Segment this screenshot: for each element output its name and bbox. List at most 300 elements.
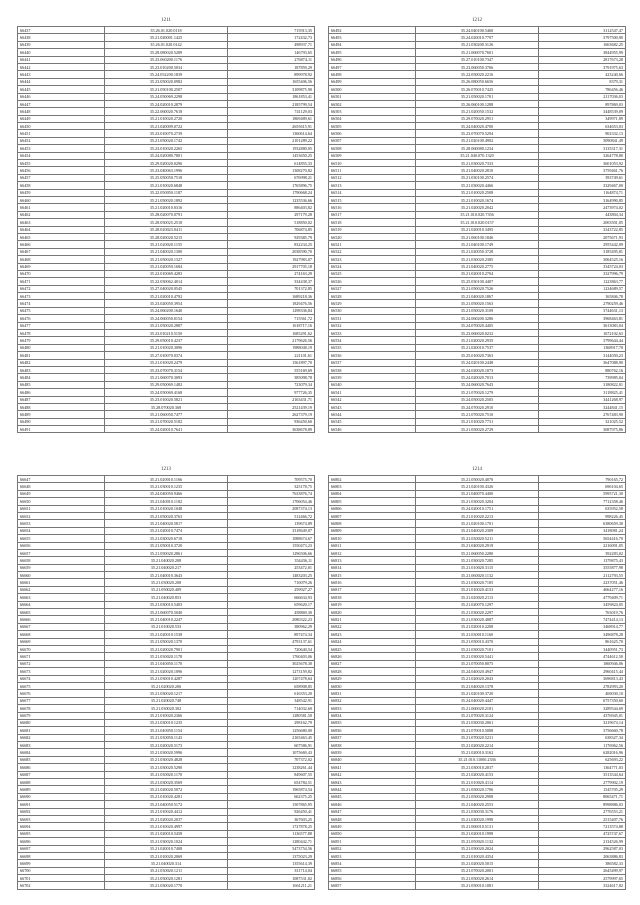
cadastral-number-cell: 35.21.020010.7474 (104, 527, 228, 534)
cadastral-number-cell: 35.25.050050.7518 (104, 174, 228, 181)
row-id-cell: 66449 (18, 115, 105, 122)
data-table (17, 475, 315, 890)
table-row (329, 623, 626, 630)
value-cell: 5654416,70 (539, 535, 626, 542)
cadastral-number-cell: 35.21.070020.5182 (104, 418, 228, 425)
table-row (329, 204, 626, 211)
table-row (18, 418, 315, 425)
table-row (329, 786, 626, 793)
table-row (329, 34, 626, 41)
table-row (329, 690, 626, 697)
table-row (18, 219, 315, 226)
cadastral-number-cell: 35.21.070020.3124 (415, 712, 539, 719)
table-row (18, 476, 315, 483)
cadastral-number-cell: 35.21.040050.5172 (104, 801, 228, 808)
row-id-cell: 66807 (329, 512, 416, 519)
cadastral-number-cell: 35.21.010020.3096 (104, 344, 228, 351)
table-row (329, 638, 626, 645)
table-row (329, 756, 626, 763)
table-row (329, 241, 626, 248)
value-cell: 715913,35 (228, 27, 315, 34)
value-cell: 2003501,05 (539, 219, 626, 226)
row-id-cell: 66446 (18, 93, 105, 100)
table-row (329, 49, 626, 56)
row-id-cell: 66471 (18, 278, 105, 285)
cadastral-number-cell: 35.22.030062.4014 (104, 278, 228, 285)
cadastral-number-cell: 35.21.020010.2208 (415, 623, 539, 630)
cadastral-number-cell: 35.21.010020.7731 (415, 418, 539, 425)
row-id-cell: 66474 (18, 300, 105, 307)
row-id-cell: 66654 (18, 527, 105, 534)
row-id-cell: 66842 (329, 771, 416, 778)
row-id-cell: 66666 (18, 616, 105, 623)
row-id-cell: 66476 (18, 315, 105, 322)
value-cell: 897869,03 (539, 100, 626, 107)
row-id-cell: 66684 (18, 749, 105, 756)
value-cell: 3090841,49 (539, 137, 626, 144)
cadastral-number-cell: 35.21.020100.4326 (415, 483, 539, 490)
table-row (18, 520, 315, 527)
value-cell: 3647088,90 (539, 359, 626, 366)
table-row (18, 712, 315, 719)
row-id-cell: 66686 (18, 764, 105, 771)
table-row (18, 749, 315, 756)
value-cell: 1561897,70 (228, 359, 315, 366)
table-row (18, 403, 315, 410)
row-id-cell: 66473 (18, 293, 105, 300)
table-row (18, 189, 315, 196)
value-cell: 3087975,86 (539, 426, 626, 433)
row-id-cell: 66463 (18, 219, 105, 226)
value-cell: 3744631,13 (539, 307, 626, 314)
value-cell: 654784,51 (228, 779, 315, 786)
cadastral-number-cell: 35.21.040020.314 (104, 860, 228, 867)
row-id-cell: 66468 (18, 256, 105, 263)
cadastral-number-cell: 35.21.070010.5008 (415, 727, 539, 734)
row-id-cell: 66839 (329, 749, 416, 756)
row-id-cell: 66820 (329, 609, 416, 616)
table-row (329, 512, 626, 519)
value-cell: 2782993,20 (539, 682, 626, 689)
cadastral-number-cell: 35.21.020050.1532 (415, 108, 539, 115)
row-id-cell: 66543 (329, 403, 416, 410)
row-id-cell: 66445 (18, 86, 105, 93)
value-cell: 899978,92 (228, 71, 315, 78)
table-row (18, 512, 315, 519)
cadastral-number-cell: 35.27.010070.0374 (104, 352, 228, 359)
table-row (18, 823, 315, 830)
table-row (18, 160, 315, 167)
table-row (18, 293, 315, 300)
row-id-cell: 66668 (18, 631, 105, 638)
table-row (329, 727, 626, 734)
table-row (18, 786, 315, 793)
row-id-cell: 66694 (18, 823, 105, 830)
row-id-cell: 66653 (18, 520, 105, 527)
value-cell: 1663682,25 (539, 41, 626, 48)
table-row (18, 78, 315, 85)
table-row (329, 653, 626, 660)
row-id-cell: 66691 (18, 801, 105, 808)
table-row (18, 263, 315, 270)
cadastral-number-cell: 35.26.070010.7425 (415, 86, 539, 93)
value-cell: 298162,79 (228, 719, 315, 726)
table-row (18, 182, 315, 189)
table-row (329, 815, 626, 822)
value-cell: 2790259,46 (539, 300, 626, 307)
value-cell: 5473754,56 (228, 845, 315, 852)
cadastral-number-cell: 35.21.020020.748 (104, 697, 228, 704)
table-row (329, 527, 626, 534)
row-id-cell: 66685 (18, 756, 105, 763)
row-id-cell: 66520 (329, 233, 416, 240)
row-id-cell: 66526 (329, 278, 416, 285)
cadastral-number-cell: 35.21.020020.1155 (104, 241, 228, 248)
cadastral-number-cell: 35.21.060050.7477 (104, 411, 228, 418)
value-cell: 1087531,02 (228, 875, 315, 882)
value-cell: 998226,45 (539, 512, 626, 519)
table-row (329, 344, 626, 351)
value-cell: 274163,29 (228, 270, 315, 277)
cadastral-number-cell: 35.24.020100.2448 (415, 359, 539, 366)
table-row (329, 749, 626, 756)
row-id-cell: 66542 (329, 396, 416, 403)
row-id-cell: 66829 (329, 675, 416, 682)
cadastral-number-cell: 35.21.010020.1048 (104, 505, 228, 512)
value-cell: 2627379,19 (228, 411, 315, 418)
row-id-cell: 66480 (18, 344, 105, 351)
value-cell: 3459824,05 (539, 601, 626, 608)
table-row (18, 71, 315, 78)
value-cell: 1360614,64 (228, 130, 315, 137)
row-id-cell: 66802 (329, 476, 416, 483)
cadastral-number-cell: 35.21.020010.2704 (415, 270, 539, 277)
row-id-cell: 66849 (329, 823, 416, 830)
row-id-cell: 66545 (329, 418, 416, 425)
table-row (329, 108, 626, 115)
cadastral-number-cell: 35.21.020010.7537 (415, 344, 539, 351)
cadastral-number-cell: 35.26.01.020.0142 (104, 41, 228, 48)
table-row (329, 352, 626, 359)
table-row (329, 779, 626, 786)
value-cell: 607586,91 (228, 742, 315, 749)
cadastral-number-cell: 35.21.050020.4070 (415, 476, 539, 483)
table-row (329, 771, 626, 778)
row-id-cell: 66831 (329, 690, 416, 697)
table-row (18, 505, 315, 512)
cadastral-number-cell: 35.26.080050.6656 (415, 78, 539, 85)
cadastral-number-cell: 35.21.040020.2810 (415, 167, 539, 174)
cadastral-number-cell: 35.21.010.020.7356 (415, 211, 539, 218)
cadastral-number-cell: 35.21.030020.2297 (415, 609, 539, 616)
table-row (18, 623, 315, 630)
cadastral-number-cell: 35.21.030200.3126 (415, 41, 539, 48)
value-cell: 7633876,74 (228, 490, 315, 497)
row-id-cell: 66696 (18, 838, 105, 845)
cadastral-number-cell: 35.21.020020.206 (104, 682, 228, 689)
cadastral-number-cell: 35.21.050020.3763 (104, 512, 228, 519)
cadastral-number-cell: 35.21.040020.1300 (104, 248, 228, 255)
row-id-cell: 66812 (329, 549, 416, 556)
cadastral-number-cell: 35.21.020010.1998 (415, 830, 539, 837)
row-id-cell: 66822 (329, 623, 416, 630)
page-number: 1212 (472, 18, 482, 23)
row-id-cell: 66667 (18, 623, 105, 630)
row-id-cell: 66651 (18, 505, 105, 512)
table-row (329, 381, 626, 388)
row-id-cell: 66810 (329, 535, 416, 542)
value-cell: 614855,33 (228, 160, 315, 167)
value-cell: 1164874,71 (539, 189, 626, 196)
table-row (329, 564, 626, 571)
cadastral-number-cell: 35.21.030010.4287 (104, 675, 228, 682)
row-id-cell: 66516 (329, 204, 416, 211)
row-id-cell: 66701 (18, 875, 105, 882)
row-id-cell: 66821 (329, 616, 416, 623)
table-row (18, 860, 315, 867)
row-id-cell: 66851 (329, 838, 416, 845)
table-row (18, 270, 315, 277)
row-id-cell: 66824 (329, 638, 416, 645)
value-cell: 1706054,46 (228, 498, 315, 505)
cadastral-number-cell: 35.21.020050.1684 (104, 263, 228, 270)
cadastral-number-cell: 35.21.030020.208 (104, 579, 228, 586)
cadastral-number-cell: 35.21.020010.0316 (104, 204, 228, 211)
row-id-cell: 66814 (329, 564, 416, 571)
row-id-cell: 66478 (18, 330, 105, 337)
cadastral-number-cell: 35.21.050020.1701 (415, 93, 539, 100)
cadastral-number-cell: 35.28.020020.5215 (104, 233, 228, 240)
row-id-cell: 66816 (329, 579, 416, 586)
row-id-cell: 66517 (329, 211, 416, 218)
row-id-cell: 66682 (18, 734, 105, 741)
cadastral-number-cell: 35.21.030020.1024 (104, 838, 228, 845)
value-cell: 139674,89 (228, 520, 315, 527)
row-id-cell: 66803 (329, 483, 416, 490)
value-cell: 1296506,66 (228, 549, 315, 556)
value-cell: 3759461,76 (539, 167, 626, 174)
cadastral-number-cell: 35.21.060050.2280 (415, 549, 539, 556)
value-cell: 1136577,88 (228, 830, 315, 837)
value-cell: 3164990,85 (539, 196, 626, 203)
table-row (329, 63, 626, 70)
table-row (18, 527, 315, 534)
table-row (18, 645, 315, 652)
value-cell: 763019,76 (539, 609, 626, 616)
row-id-cell: 66825 (329, 645, 416, 652)
table-row (18, 579, 315, 586)
data-table (17, 26, 315, 433)
cadastral-number-cell: 35.21.010020.2479 (104, 359, 228, 366)
value-cell: 634653,03 (539, 123, 626, 130)
row-id-cell: 66484 (18, 374, 105, 381)
table-row (329, 520, 626, 527)
row-id-cell: 66499 (329, 78, 416, 85)
table-row (18, 63, 315, 70)
row-id-cell: 66531 (329, 315, 416, 322)
cadastral-number-cell: 35.21.030020.6718 (104, 535, 228, 542)
value-cell: 3638678,89 (228, 426, 315, 433)
value-cell: 1075669,43 (228, 749, 315, 756)
cadastral-number-cell: 35.21.030020.4466 (415, 182, 539, 189)
cadastral-number-cell: 35.27.040020.0545 (104, 285, 228, 292)
cadastral-number-cell: 35.21.040050.1154 (104, 727, 228, 734)
value-cell: 714032,60 (228, 705, 315, 712)
cadastral-number-cell: 35.24.050069.2298 (104, 93, 228, 100)
value-cell: 2776553,21 (539, 808, 626, 815)
value-cell: 3345724,03 (539, 263, 626, 270)
value-cell: 1860946,06 (539, 660, 626, 667)
cadastral-number-cell: 35.21.050020.2887 (104, 322, 228, 329)
row-id-cell: 66805 (329, 498, 416, 505)
value-cell: 3118825,41 (539, 389, 626, 396)
cadastral-number-cell: 35.21.020020.1096 (104, 668, 228, 675)
table-row (18, 830, 315, 837)
table-row (18, 108, 315, 115)
value-cell: 710079,26 (228, 579, 315, 586)
row-id-cell: 66853 (329, 852, 416, 859)
row-id-cell: 66828 (329, 668, 416, 675)
table-row (18, 167, 315, 174)
value-cell: 1238261,44 (228, 764, 315, 771)
value-cell: 1453650,25 (228, 152, 315, 159)
value-cell: 1727878,25 (228, 823, 315, 830)
table-row (329, 189, 626, 196)
row-id-cell: 66483 (18, 366, 105, 373)
row-id-cell: 66511 (329, 167, 416, 174)
cadastral-number-cell: 35.21.040020.208 (104, 557, 228, 564)
row-id-cell: 66852 (329, 845, 416, 852)
table-row (18, 248, 315, 255)
cadastral-number-cell: 35.23.010020.2265 (104, 145, 228, 152)
row-id-cell: 66514 (329, 189, 416, 196)
cadastral-number-cell: 35.21.050100.2507 (104, 86, 228, 93)
value-cell: 1176962,56 (539, 742, 626, 749)
value-cell: 8998886,03 (539, 801, 626, 808)
row-id-cell: 66465 (18, 233, 105, 240)
table-row (329, 535, 626, 542)
cadastral-number-cell: 35.23.060020.0232 (415, 330, 539, 337)
row-id-cell: 66660 (18, 572, 105, 579)
row-id-cell: 66437 (18, 27, 105, 34)
cadastral-number-cell: 35.24.060050.0154 (104, 315, 228, 322)
value-cell: 1088674,67 (228, 535, 315, 542)
cadastral-number-cell: 35.21.060100.1846 (415, 233, 539, 240)
value-cell: 2075671,93 (539, 233, 626, 240)
row-id-cell: 66681 (18, 727, 105, 734)
cadastral-number-cell: 35.21.010020.2508 (415, 189, 539, 196)
row-id-cell: 66489 (18, 411, 105, 418)
row-id-cell: 66662 (18, 586, 105, 593)
cadastral-number-cell: 35.21.030020.4828 (104, 756, 228, 763)
value-cell: 334438,37 (228, 278, 315, 285)
row-id-cell: 66841 (329, 764, 416, 771)
table-row (329, 411, 626, 418)
cadastral-number-cell: 35.21.040010.2247 (104, 616, 228, 623)
row-id-cell: 66498 (329, 71, 416, 78)
table-row (18, 396, 315, 403)
cadastral-number-cell: 35.21.040020.1378 (415, 682, 539, 689)
cadastral-number-cell: 35.21.030020.2385 (415, 256, 539, 263)
cadastral-number-cell: 35.21.020010.1538 (104, 631, 228, 638)
table-row (329, 307, 626, 314)
table-row (329, 675, 626, 682)
table-row (329, 882, 626, 889)
cadastral-number-cell: 35.21.050020.1370 (104, 638, 228, 645)
cadastral-number-cell: 35.21.020070.1297 (415, 601, 539, 608)
table-row (329, 115, 626, 122)
cadastral-number-cell: 35.24.060020.7643 (415, 381, 539, 388)
table-row (18, 815, 315, 822)
cadastral-number-cell: 35.21.050020.1563 (415, 300, 539, 307)
cadastral-number-cell: 35.24.052200.1839 (104, 71, 228, 78)
table-row (329, 609, 626, 616)
table-row (329, 823, 626, 830)
table-row (329, 586, 626, 593)
cadastral-number-cell: 35.21.050020.1132 (415, 838, 539, 845)
value-cell: 1689218,36 (228, 293, 315, 300)
page-number: 1211 (161, 18, 171, 23)
table-row (18, 631, 315, 638)
table-row (18, 793, 315, 800)
table-row (18, 756, 315, 763)
value-cell: 1364771,03 (539, 764, 626, 771)
cadastral-number-cell: 35.21.070020.7510 (415, 411, 539, 418)
cadastral-number-cell: 35.21.060070.5040 (104, 609, 228, 616)
table-row (329, 734, 626, 741)
cadastral-number-cell: 35.21.070050.8075 (415, 660, 539, 667)
row-id-cell: 66672 (18, 660, 105, 667)
value-cell: 2779902,19 (539, 779, 626, 786)
cadastral-number-cell: 35.21.040.070.1320 (415, 152, 539, 159)
value-cell: 2063886,83 (539, 852, 626, 859)
table-row (329, 808, 626, 815)
value-cell: 1790668,24 (228, 189, 315, 196)
cadastral-number-cell: 35.21.010020.6848 (104, 182, 228, 189)
value-cell: 1280442,71 (228, 838, 315, 845)
row-id-cell: 66492 (329, 27, 416, 34)
row-id-cell: 66856 (329, 875, 416, 882)
value-cell: 2179626,56 (228, 337, 315, 344)
value-cell: 1927983,07 (228, 256, 315, 263)
table-row (329, 256, 626, 263)
table-row (329, 300, 626, 307)
cadastral-number-cell: 35.21.020020.7901 (104, 645, 228, 652)
row-id-cell: 66808 (329, 520, 416, 527)
cadastral-number-cell: 35.21.010020.4114 (415, 779, 539, 786)
row-id-cell: 66656 (18, 542, 105, 549)
row-id-cell: 66495 (329, 49, 416, 56)
row-id-cell: 66536 (329, 352, 416, 359)
value-cell: 3329467,00 (539, 182, 626, 189)
row-id-cell: 66525 (329, 270, 416, 277)
table-row (329, 631, 626, 638)
table-row (329, 248, 626, 255)
table-row (329, 196, 626, 203)
value-cell: 3468914,77 (539, 623, 626, 630)
table-row (329, 123, 626, 130)
cadastral-number-cell: 35.22.050050.1187 (104, 189, 228, 196)
row-id-cell: 66507 (329, 137, 416, 144)
value-cell: 2655615,91 (228, 123, 315, 130)
cadastral-number-cell: 35.21.020020.2113 (415, 594, 539, 601)
row-id-cell: 66809 (329, 527, 416, 534)
cadastral-number-cell: 35.27.010100.7347 (415, 56, 539, 63)
cadastral-number-cell: 35.21.020020.2043 (415, 675, 539, 682)
row-id-cell: 66690 (18, 793, 105, 800)
row-id-cell: 66848 (329, 815, 416, 822)
value-cell: 458869,30 (228, 609, 315, 616)
